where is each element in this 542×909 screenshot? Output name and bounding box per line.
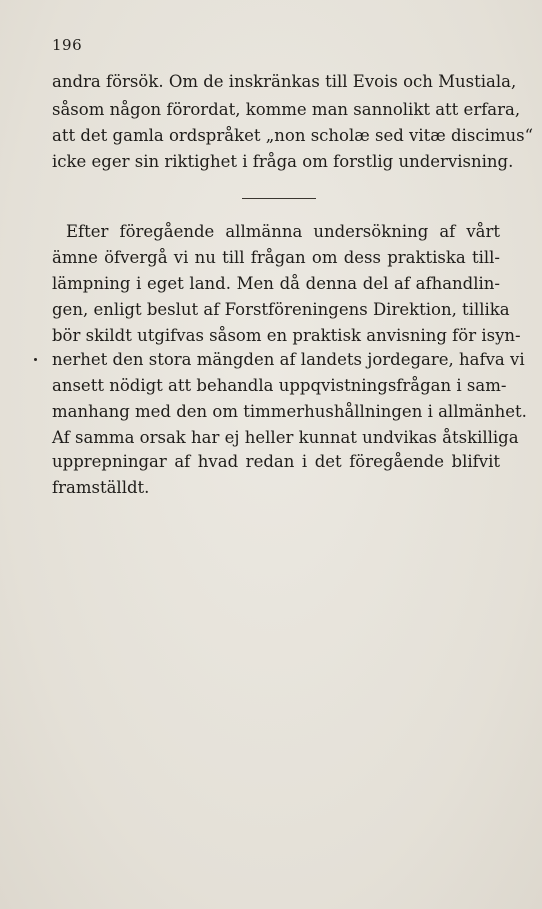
text-line: framställdt. [52, 478, 150, 497]
text-line: Af samma orsak har ej heller kunnat undvikas åtskilliga [52, 428, 519, 447]
text-line: Efter föregående allmänna undersökning af vårt [66, 222, 500, 241]
text-line: upprepningar af hvad redan i det föregående blifvit [52, 452, 500, 471]
text-line: manhang med den om timmerhushållningen i allmänhet. [52, 402, 527, 421]
text-line: gen, enligt beslut af Forstföreningens Direktion, tillika [52, 300, 510, 319]
margin-mark [34, 358, 37, 361]
text-line: ansett nödigt att behandla uppqvistningsfrågan i sam- [52, 376, 507, 395]
text-line: att det gamla ordspråket „non scholæ sed vitæ discimus“ [52, 126, 534, 145]
text-line: nerhet den stora mängden af landets jordegare, hafva vi [52, 350, 525, 369]
section-divider [242, 198, 316, 199]
text-line: ämne öfvergå vi nu till frågan om dess praktiska till- [52, 248, 500, 267]
text-line: såsom någon förordat, komme man sannolikt att erfara, [52, 100, 521, 119]
page-number: 196 [52, 36, 83, 54]
text-line: andra försök. Om de inskränkas till Evois och Mustiala, [52, 72, 517, 91]
text-line: lämpning i eget land. Men då denna del af afhandlin- [52, 274, 500, 293]
text-line: bör skildt utgifvas såsom en praktisk anvisning för isyn- [52, 326, 521, 345]
text-line: icke eger sin riktighet i fråga om forstlig undervisning. [52, 152, 514, 171]
